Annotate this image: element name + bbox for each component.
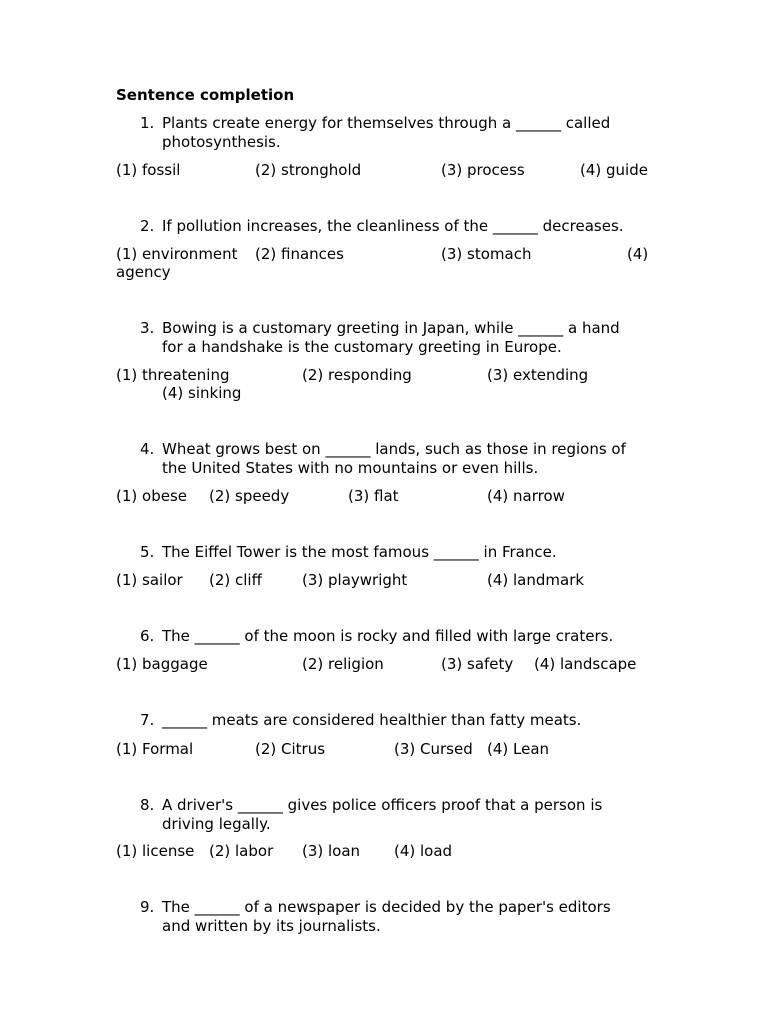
option-4: (4) guide [580,161,648,179]
option-3: (3) process [441,161,525,179]
option-2: (2) finances [255,245,344,263]
option-2: (2) labor [209,842,274,860]
question-text: If pollution increases, the cleanliness of the ______ decreases. [162,217,624,235]
question-text: Wheat grows best on ______ lands, such as those in regions of the United States with no mountains or even hills. [162,440,626,477]
question-number: 1. [140,114,155,132]
option-4: (4) narrow [487,487,565,505]
option-3: (3) safety [441,655,514,673]
question-number: 9. [140,898,155,916]
option-1: (1) Formal [116,740,194,758]
question-text: The ______ of the moon is rocky and filled with large craters. [162,627,614,645]
option-1: (1) baggage [116,655,208,673]
option-4: (4) load [394,842,453,860]
option-2: (2) responding [302,366,412,384]
option-4: (4) sinking [162,384,242,402]
question-7 [140,711,640,730]
question-4 [140,440,640,478]
option-3: (3) extending [487,366,589,384]
option-2: (2) Citrus [255,740,326,758]
question-number: 7. [140,711,155,729]
question-text: Bowing is a customary greeting in Japan, while ______ a hand for a handshake is the customary greeting in Europe. [162,319,620,356]
option-2: (2) religion [302,655,384,673]
question-number: 6. [140,627,155,645]
option-4: (4) Lean [487,740,550,758]
question-text: The ______ of a newspaper is decided by the paper's editors and written by its journalists. [162,898,611,935]
option-3: (3) playwright [302,571,408,589]
option-3: (3) loan [302,842,361,860]
option-1: (1) sailor [116,571,183,589]
option-2: (2) cliff [209,571,262,589]
option-1: (1) license [116,842,195,860]
question-1 [140,114,640,152]
question-number: 8. [140,796,155,814]
option-2: (2) speedy [209,487,290,505]
question-3 [140,319,640,357]
option-4: (4) [627,245,649,263]
option-3: (3) stomach [441,245,532,263]
section-heading: Sentence completion [116,86,295,104]
option-1: (1) threatening [116,366,230,384]
option-4: (4) landscape [534,655,637,673]
option-1: (1) fossil [116,161,181,179]
question-text: The Eiffel Tower is the most famous ______ in France. [162,543,557,561]
question-number: 2. [140,217,155,235]
question-number: 5. [140,543,155,561]
question-number: 3. [140,319,155,337]
option-3: (3) flat [348,487,399,505]
option-1: (1) obese [116,487,187,505]
question-text: A driver's ______ gives police officers proof that a person is driving legally. [162,796,603,833]
option-3: (3) Cursed [394,740,473,758]
question-9 [140,898,640,936]
question-text: ______ meats are considered healthier than fatty meats. [162,711,582,729]
question-5 [140,543,640,562]
question-6 [140,627,640,646]
option-1: (1) environment [116,245,238,263]
option-4: (4) landmark [487,571,585,589]
question-2 [140,217,640,236]
question-number: 4. [140,440,155,458]
option-4-continuation: agency [116,263,171,281]
question-text: Plants create energy for themselves through a ______ called photosynthesis. [162,114,611,151]
option-2: (2) stronghold [255,161,362,179]
question-8 [140,796,640,834]
